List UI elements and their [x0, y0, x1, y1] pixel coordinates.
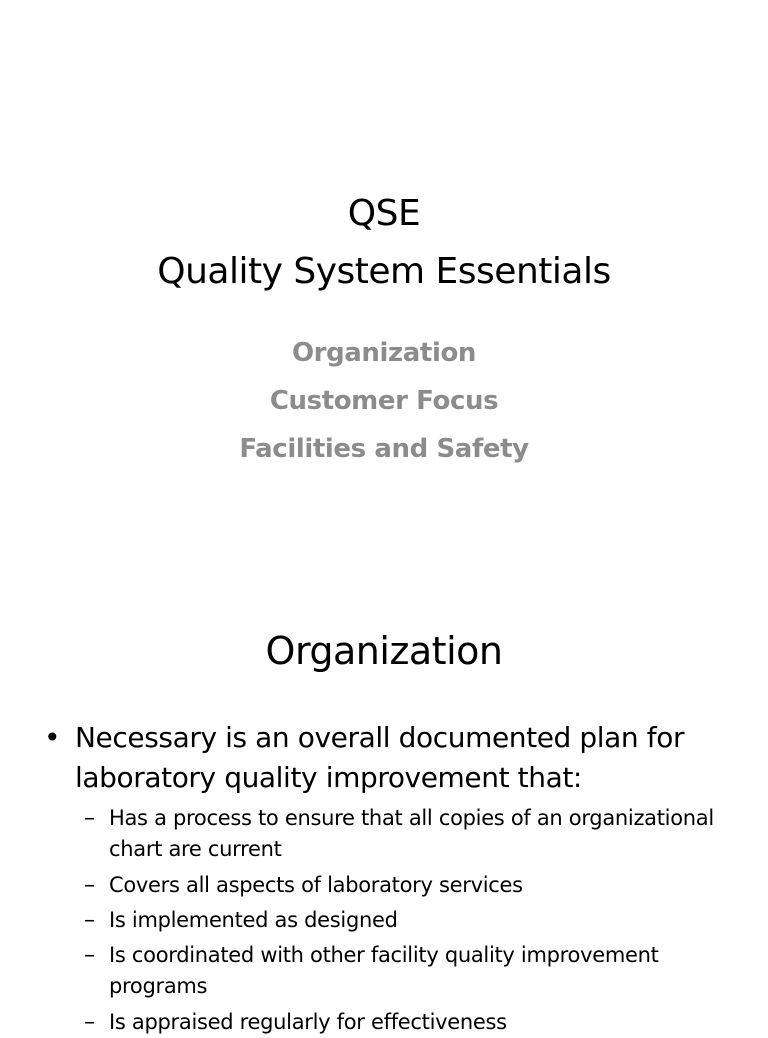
sub-bullet-text: Is appraised regularly for effectiveness	[109, 1010, 507, 1034]
sub-bullet-text: Has a process to ensure that all copies of an organizational chart are current	[109, 806, 714, 861]
dash-icon: –	[84, 908, 95, 933]
sub-bullet-text: Is implemented as designed	[109, 908, 398, 932]
dash-icon: –	[84, 943, 95, 968]
dash-icon: –	[84, 873, 95, 898]
topic-organization: Organization	[291, 338, 477, 368]
topic-customer-focus: Customer Focus	[269, 386, 499, 416]
organization-slide	[0, 576, 768, 1035]
bullet-icon: •	[44, 721, 61, 754]
slide-subtitle: Quality System Essentials	[157, 251, 611, 292]
bullet-text: Necessary is an overall documented plan for laboratory quality improvement that:	[75, 721, 685, 794]
slide-title: QSE	[347, 193, 421, 234]
dash-icon: –	[84, 1010, 95, 1035]
dash-icon: –	[84, 806, 95, 831]
slide-heading: Organization	[265, 629, 503, 673]
sub-bullet-text: Is coordinated with other facility quality improvement programs	[109, 943, 659, 998]
sub-bullet-text: Covers all aspects of laboratory services	[109, 873, 523, 897]
topic-facilities-safety: Facilities and Safety	[239, 434, 529, 464]
